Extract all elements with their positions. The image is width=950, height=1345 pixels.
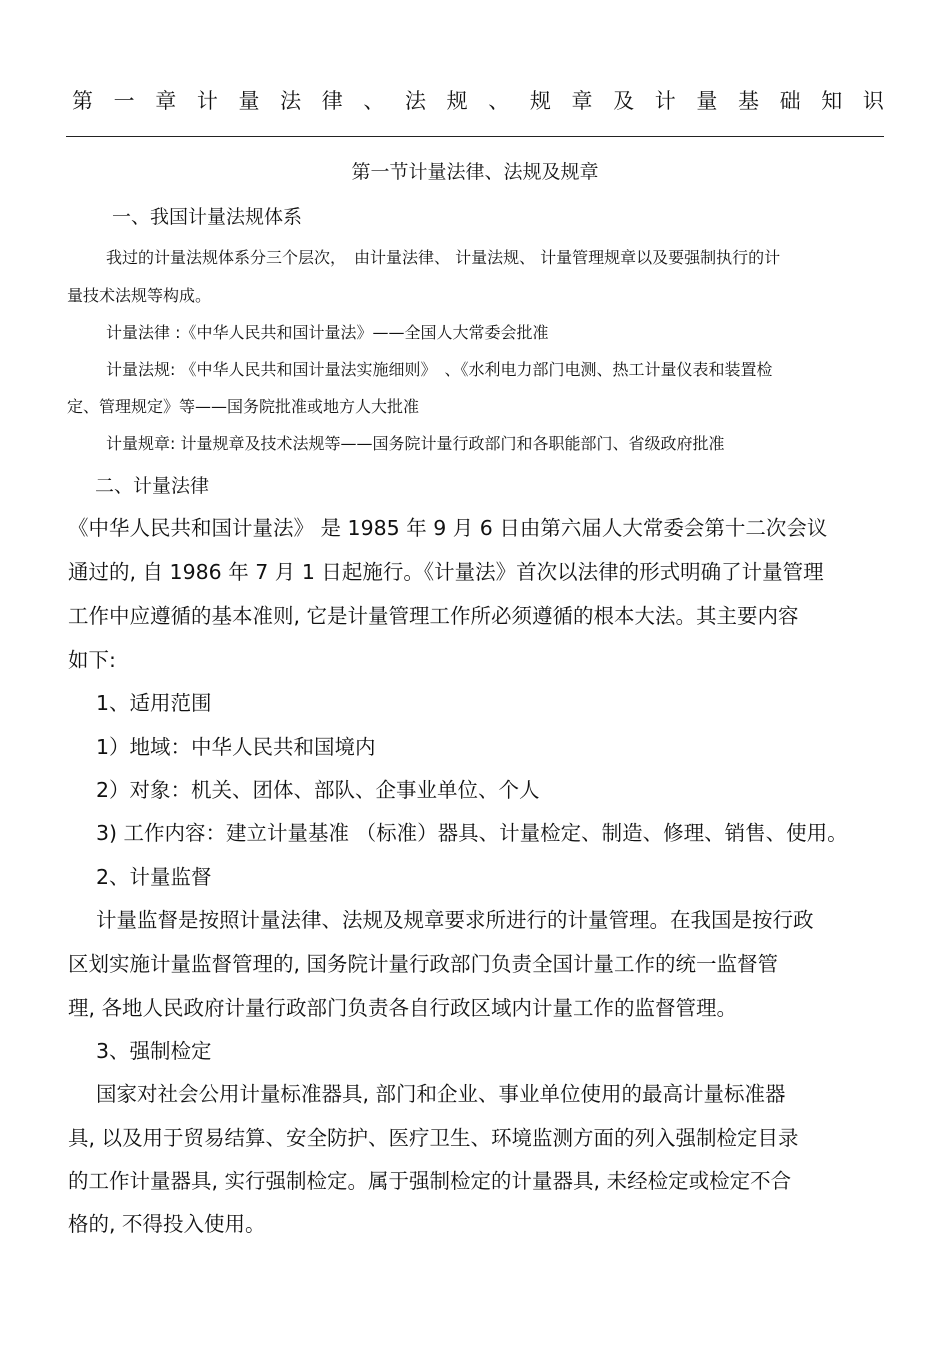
paragraph-line: 《中华人民共和国计量法》 是 1985 年 9 月 6 日由第六届人大常委会第十二次会议 [68,516,828,540]
chapter-title-char: 规 [529,89,551,113]
law-line: 计量法律 :《中华人民共和国计量法》——全国人大常委会批准 [106,323,549,342]
paragraph-line: 区划实施计量监督管理的, 国务院计量行政部门负责全国计量工作的统一监督管 [68,952,779,976]
regulation-line: 定、管理规定》等——国务院批准或地方人大批准 [67,397,420,416]
paragraph-line: 量技术法规等构成。 [67,286,212,305]
list-item: 3) 工作内容：建立计量基准 （标准）器具、计量检定、制造、修理、销售、使用。 [96,821,848,845]
paragraph-line: 通过的, 自 1986 年 7 月 1 日起施行。《计量法》首次以法律的形式明确了计量管理 [68,560,824,584]
chapter-title-char: 识 [862,89,884,113]
chapter-title-char: 计 [196,89,218,113]
paragraph-line: 国家对社会公用计量标准器具, 部门和企业、事业单位使用的最高计量标准器 [96,1082,786,1106]
paragraph-line: 如下: [68,648,116,672]
list-item: 1）地域：中华人民共和国境内 [96,735,376,759]
title-divider [66,136,884,137]
chapter-title-char: 基 [738,89,759,113]
chapter-title-char: 法 [280,89,302,113]
chapter-title-char: 及 [613,89,635,113]
chapter-title-char: 量 [238,89,260,113]
heading-legal-system: 一、我国计量法规体系 [112,206,303,228]
heading-supervision: 2、计量监督 [96,865,212,889]
rules-line: 计量规章: 计量规章及技术法规等——国务院计量行政部门和各职能部门、省级政府批准 [106,434,725,453]
chapter-title-char: 础 [779,89,801,113]
chapter-title-char: 规 [446,89,468,113]
section-title: 第一节计量法律、法规及规章 [351,161,599,183]
paragraph-line: 的工作计量器具, 实行强制检定。属于强制检定的计量器具, 未经检定或检定不合 [68,1169,792,1193]
chapter-title-char: 量 [696,89,718,113]
heading-mandatory-verification: 3、强制检定 [96,1039,212,1063]
chapter-title-char: 、 [488,89,510,113]
regulation-line: 计量法规: 《中华人民共和国计量法实施细则》 、《水利电力部门电测、热工计量仪表和装置检 [106,360,773,379]
chapter-title-char: 、 [363,89,385,113]
paragraph-line: 理, 各地人民政府计量行政部门负责各自行政区域内计量工作的监督管理。 [68,996,738,1020]
chapter-title-char: 章 [571,89,593,113]
heading-scope: 1、适用范围 [96,691,212,715]
heading-metrology-law: 二、计量法律 [95,475,210,497]
chapter-title-char: 律 [321,89,343,113]
chapter-title-char: 第 [72,89,93,113]
chapter-title-char: 知 [821,89,843,113]
chapter-title-char: 章 [155,89,177,113]
paragraph-line: 格的, 不得投入使用。 [68,1212,266,1236]
paragraph-line: 计量监督是按照计量法律、法规及规章要求所进行的计量管理。在我国是按行政 [96,908,814,932]
list-item: 2）对象：机关、团体、部队、企事业单位、个人 [96,778,540,802]
paragraph-line: 具, 以及用于贸易结算、安全防护、医疗卫生、环境监测方面的列入强制检定目录 [68,1126,799,1150]
chapter-title-char: 计 [654,89,676,113]
chapter-title [72,86,884,116]
paragraph-line: 工作中应遵循的基本准则, 它是计量管理工作所必须遵循的根本大法。其主要内容 [68,604,799,628]
paragraph-line: 我过的计量法规体系分三个层次， 由计量法律、 计量法规、 计量管理规章以及要强制执行的计 [106,248,781,267]
chapter-title-char: 一 [113,89,135,113]
chapter-title-char: 法 [405,89,426,113]
